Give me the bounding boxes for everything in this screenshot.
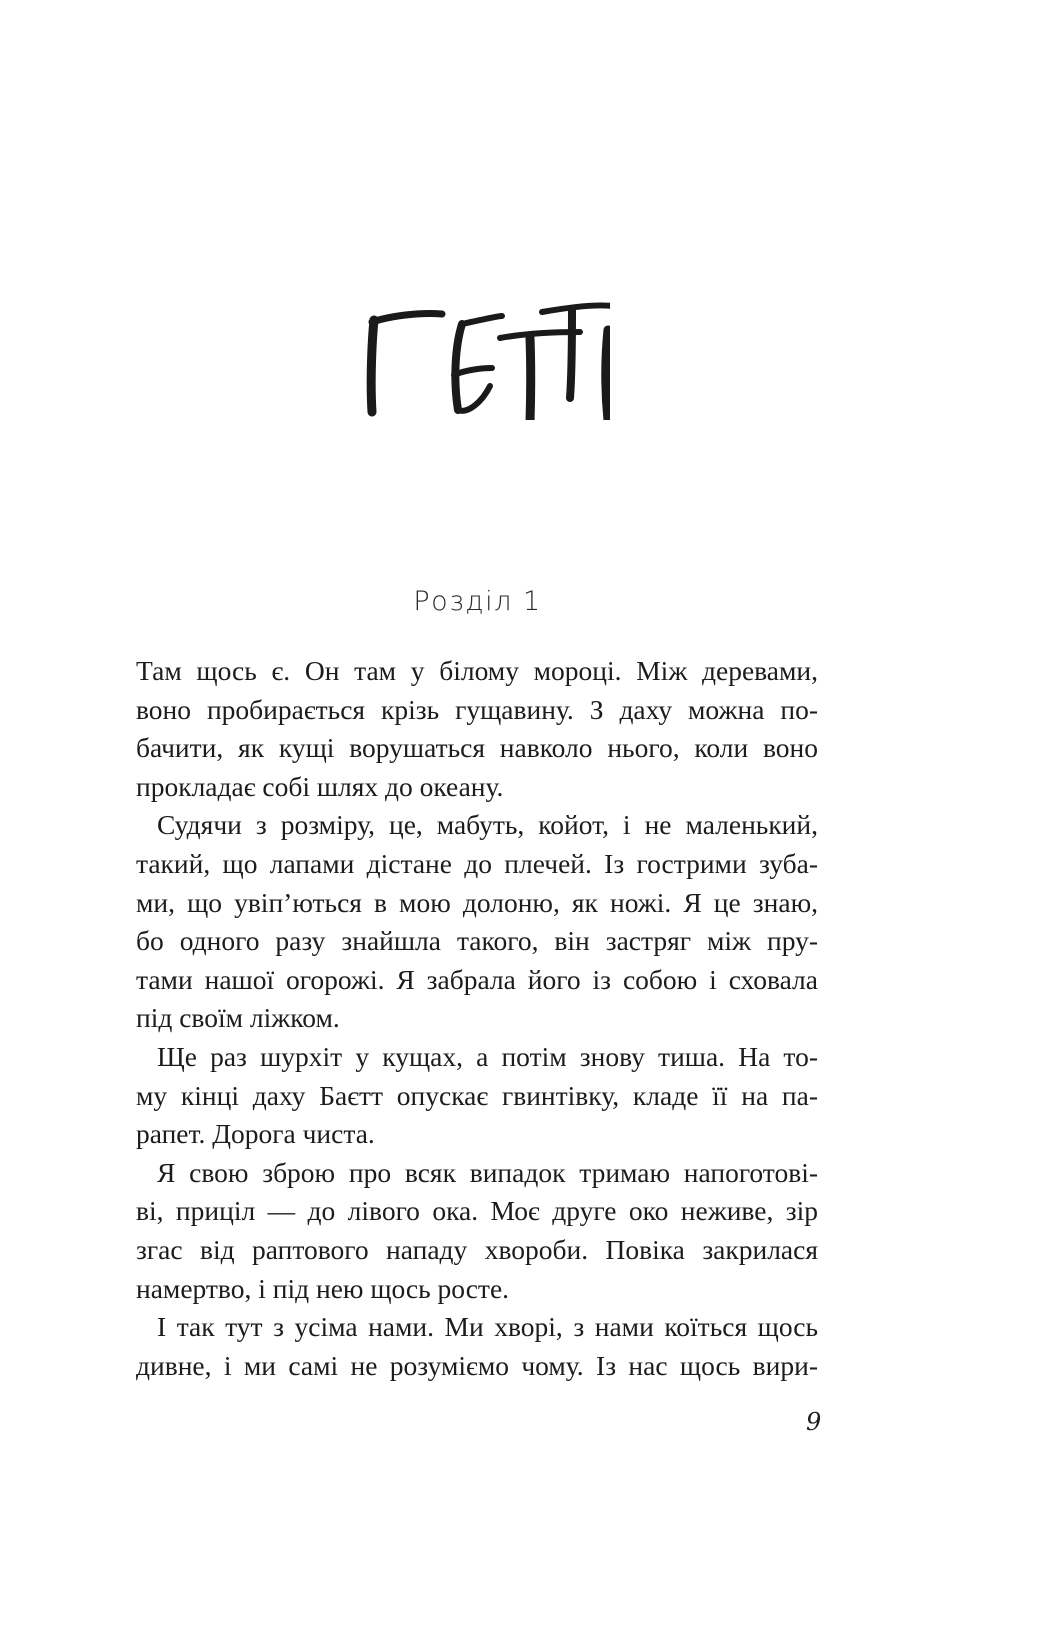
text-line: бо одного разу знайшла такого, він застряг між пру- bbox=[136, 925, 818, 957]
page-number: 9 bbox=[806, 1408, 822, 1436]
paragraph-2 bbox=[136, 806, 818, 1038]
text-line: тами нашої огорожі. Я забрала його із собою і сховала bbox=[136, 963, 818, 995]
text-line: згас від раптового нападу хвороби. Повіка закрилася bbox=[136, 1233, 818, 1265]
chapter-title bbox=[350, 280, 610, 420]
paragraph-3 bbox=[136, 1038, 818, 1154]
section-heading: Розділ 1 bbox=[413, 586, 542, 617]
text-line: Ще раз шурхіт у кущах, а потім знову тиша. На то- bbox=[157, 1040, 818, 1072]
brush-lettering-icon bbox=[350, 280, 610, 420]
text-line: Судячи з розміру, це, мабуть, койот, і не маленький, bbox=[157, 809, 818, 841]
text-line: І так тут з усіма нами. Ми хворі, з нами коїться щось bbox=[157, 1311, 818, 1343]
text-line: ми, що увіп’ються в мою долоню, як ножі. Я це знаю, bbox=[136, 886, 818, 918]
text-line: Я свою зброю про всяк випадок тримаю напоготові- bbox=[157, 1156, 818, 1188]
text-line: рапет. Дорога чиста. bbox=[136, 1118, 375, 1150]
text-line: Там щось є. Он там у білому мороці. Між деревами, bbox=[136, 655, 818, 686]
text-line: дивне, і ми самі не розуміємо чому. Із нас щось вири- bbox=[136, 1349, 818, 1381]
paragraph-4 bbox=[136, 1154, 818, 1308]
paragraph-1 bbox=[136, 652, 818, 806]
text-line: ві, приціл — до лівого ока. Моє друге око неживе, зір bbox=[136, 1195, 818, 1227]
text-line: воно пробирається крізь гущавину. З даху можна по- bbox=[136, 693, 818, 725]
body-text bbox=[136, 652, 818, 1385]
paragraph-5 bbox=[136, 1308, 818, 1385]
text-line: му кінці даху Баєтт опускає гвинтівку, кладе її на па- bbox=[136, 1079, 818, 1111]
text-line: під своїм ліжком. bbox=[136, 1002, 340, 1034]
text-line: прокладає собі шлях до океану. bbox=[136, 770, 504, 802]
text-line: намертво, і під нею щось росте. bbox=[136, 1272, 510, 1304]
text-line: бачити, як кущі ворушаться навколо нього, коли воно bbox=[136, 732, 818, 764]
text-line: такий, що лапами дістане до плечей. Із гострими зуба- bbox=[136, 847, 818, 879]
